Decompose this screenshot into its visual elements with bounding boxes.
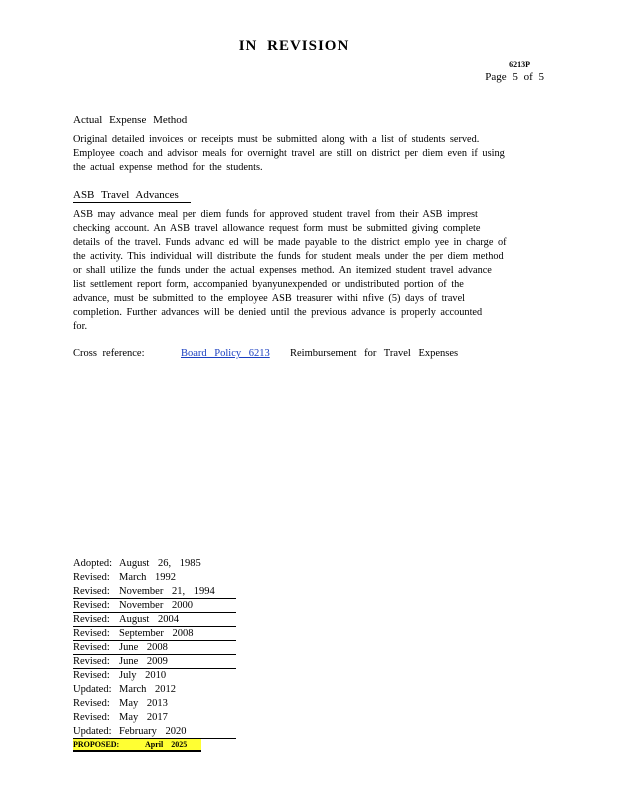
history-date: February 2020 — [119, 726, 187, 737]
history-row — [73, 627, 236, 641]
history-label: Updated: — [73, 684, 112, 695]
history-date: May 2017 — [119, 712, 168, 723]
history-row — [73, 725, 236, 739]
paragraph-line: Original detailed invoices or receipts must be submitted along with a list of students served. — [73, 134, 480, 145]
history-label: Revised: — [73, 656, 110, 667]
actual-expense-heading: Actual Expense Method — [73, 114, 188, 126]
history-date: March 2012 — [119, 684, 177, 695]
history-label: Revised: — [73, 642, 110, 653]
history-label: Revised: — [73, 586, 110, 597]
asb-travel-heading: ASB Travel Advances — [73, 189, 191, 203]
history-label: Revised: — [73, 670, 110, 681]
history-label: Revised: — [73, 628, 110, 639]
paragraph-line: Employee coach and advisor meals for overnight travel are still on district per diem even if using — [73, 148, 505, 159]
paragraph-line: for. — [73, 321, 88, 332]
history-row — [73, 557, 236, 571]
history-date: August 2004 — [119, 614, 179, 625]
page-title: IN REVISION — [238, 38, 350, 54]
revision-history — [73, 557, 236, 752]
paragraph-line: advance, must be submitted to the employee ASB treasurer withi nfive (5) days of travel — [73, 293, 466, 304]
history-row — [73, 655, 236, 669]
history-row — [73, 571, 236, 585]
paragraph-line: or shall utilize the funds under the actual expenses method. An itemized student travel advance — [73, 265, 492, 276]
history-label: Updated: — [73, 726, 112, 737]
paragraph-line: completion. Further advances will be denied until the previous advance is properly accounted — [73, 307, 483, 318]
history-row — [73, 669, 236, 683]
history-date: November 21, 1994 — [119, 586, 215, 597]
proposed-row — [73, 739, 201, 752]
paragraph-line: checking account. An ASB travel allowance request form must be submitted giving complete — [73, 223, 481, 234]
history-row — [73, 641, 236, 655]
history-label: Revised: — [73, 600, 110, 611]
history-date: July 2010 — [119, 670, 167, 681]
paragraph-line: the actual expense method for the students. — [73, 162, 263, 173]
history-label: Revised: — [73, 698, 110, 709]
history-date: November 2000 — [119, 600, 193, 611]
page-number: Page 5 of 5 — [485, 71, 544, 83]
history-date: March 1992 — [119, 572, 177, 583]
history-date: August 26, 1985 — [119, 558, 201, 569]
history-row — [73, 599, 236, 613]
history-row — [73, 697, 236, 711]
history-date: May 2013 — [119, 698, 168, 709]
history-row — [73, 585, 236, 599]
paragraph-line: ASB may advance meal per diem funds for approved student travel from their ASB imprest — [73, 209, 478, 220]
paragraph-line: details of the travel. Funds advanc ed will be made payable to the district emplo yee in charge of — [73, 237, 507, 248]
history-date: June 2009 — [119, 656, 168, 667]
history-date: June 2008 — [119, 642, 168, 653]
paragraph-line: the activity. This individual will distribute the funds for student meals under the per diem method — [73, 251, 504, 262]
history-row — [73, 711, 236, 725]
policy-code: 6213P — [509, 60, 530, 69]
history-date: September 2008 — [119, 628, 194, 639]
history-label: Revised: — [73, 572, 110, 583]
actual-expense-paragraph — [73, 133, 539, 175]
history-row — [73, 683, 236, 697]
cross-reference-description: Reimbursement for Travel Expenses — [290, 348, 459, 359]
board-policy-link[interactable]: Board Policy 6213 — [181, 348, 270, 359]
history-label: Adopted: — [73, 558, 113, 569]
proposed-date: April 2025 — [145, 740, 188, 749]
asb-travel-paragraph — [73, 208, 539, 334]
history-row — [73, 613, 236, 627]
cross-reference-label: Cross reference: — [73, 348, 145, 359]
history-label: Revised: — [73, 712, 110, 723]
paragraph-line: list settlement report form, accompanied byanyunexpended or undistributed portion of the — [73, 279, 464, 290]
proposed-label: PROPOSED: — [73, 740, 120, 749]
history-label: Revised: — [73, 614, 110, 625]
